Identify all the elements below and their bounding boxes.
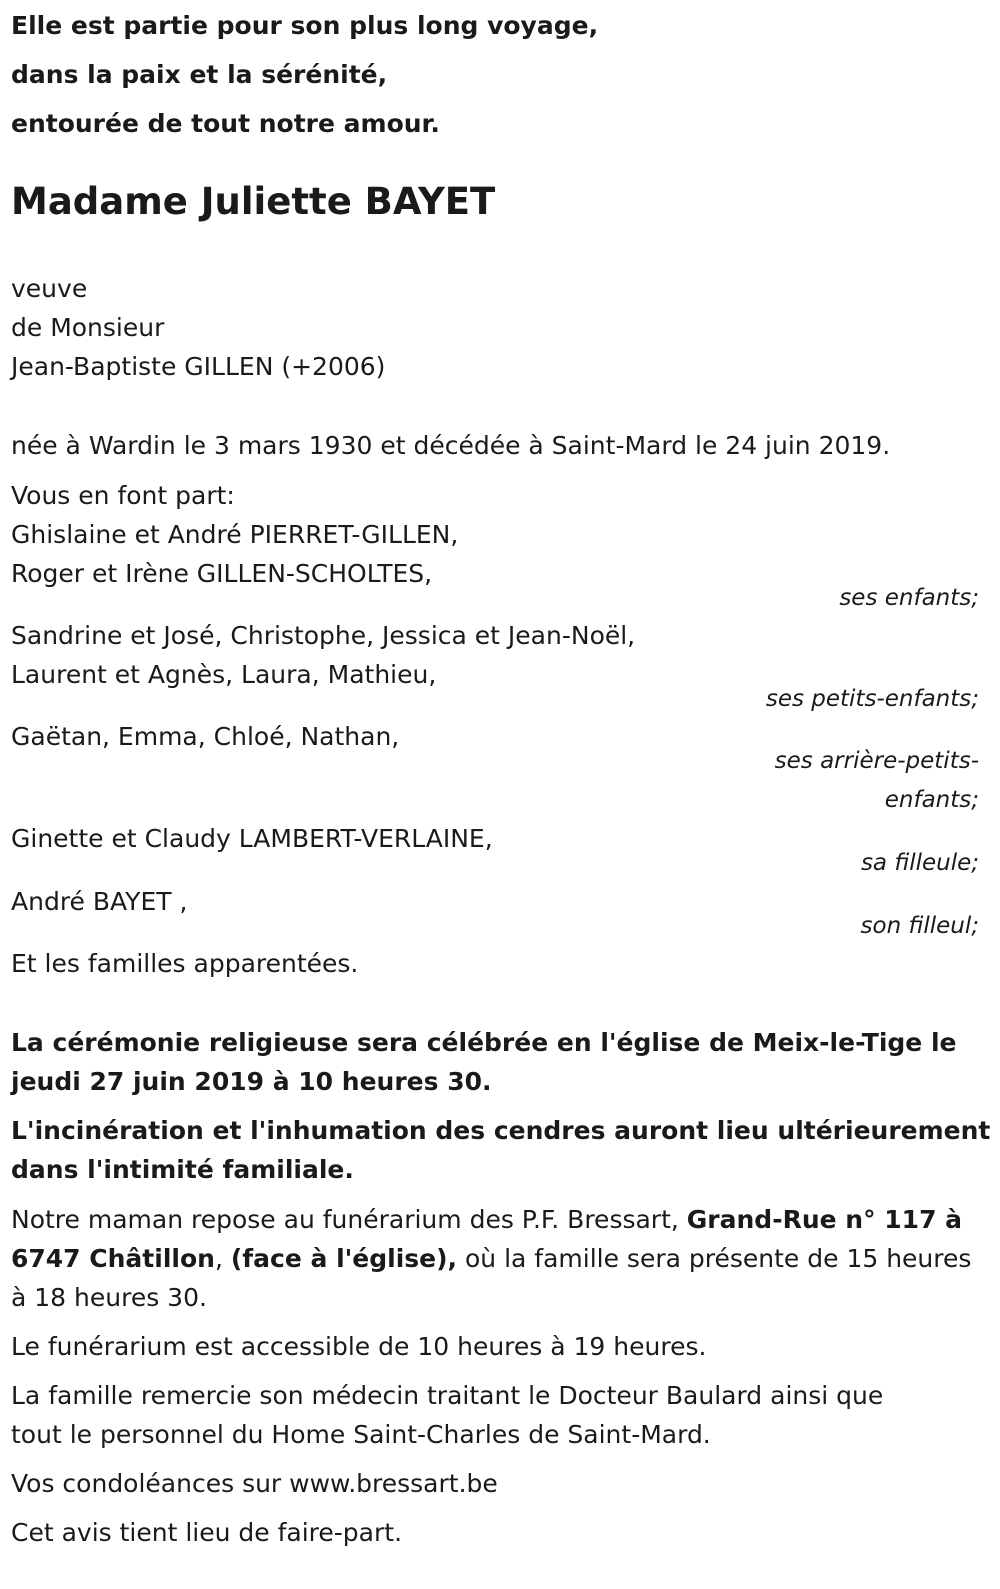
grandchildren-role: ses petits-enfants;: [765, 686, 979, 712]
birth-death-line: née à Wardin le 3 mars 1930 et décédée à Saint-Mard le 24 juin 2019.: [11, 431, 891, 460]
funerarium-line-2: [11, 1244, 971, 1274]
funerarium-comma: ,: [214, 1244, 231, 1273]
great-grandchildren-line: Gaëtan, Emma, Chloé, Nathan,: [11, 722, 400, 751]
funerarium-face-church: (face à l'église),: [230, 1244, 458, 1273]
condolences-line: Vos condoléances sur www.bressart.be: [11, 1469, 498, 1498]
grandchildren-line-1: Sandrine et José, Christophe, Jessica et Jean-Noël,: [11, 621, 636, 650]
children-line-1: Ghislaine et André PIERRET-GILLEN,: [11, 520, 459, 549]
great-grandchildren-role-1: ses arrière-petits-: [774, 748, 979, 774]
intro-line-2: dans la paix et la sérénité,: [11, 60, 388, 89]
funerarium-address-2: 6747 Châtillon: [11, 1244, 215, 1273]
cremation-line-2: dans l'intimité familiale.: [11, 1155, 354, 1184]
husband-name: Jean-Baptiste GILLEN (+2006): [11, 352, 386, 381]
funerarium-text-2: où la famille sera présente de 15 heures: [457, 1244, 972, 1273]
intro-line-3: entourée de tout notre amour.: [11, 109, 440, 138]
cremation-line-1: L'incinération et l'inhumation des cendres auront lieu ultérieurement: [11, 1116, 991, 1145]
family-intro: Vous en font part:: [11, 481, 235, 510]
husband-prefix: de Monsieur: [11, 313, 165, 342]
intro-line-1: Elle est partie pour son plus long voyage,: [11, 11, 599, 40]
ceremony-line-2: jeudi 27 juin 2019 à 10 heures 30.: [11, 1067, 492, 1096]
notice-line: Cet avis tient lieu de faire-part.: [11, 1518, 403, 1547]
funerarium-hours: Le funérarium est accessible de 10 heures à 19 heures.: [11, 1332, 707, 1361]
thanks-line-2: tout le personnel du Home Saint-Charles de Saint-Mard.: [11, 1420, 711, 1449]
godson-role: son filleul;: [860, 913, 979, 939]
great-grandchildren-role-2: enfants;: [884, 787, 979, 813]
funerarium-line-1: [11, 1205, 962, 1235]
related-families: Et les familles apparentées.: [11, 949, 359, 978]
thanks-line-1: La famille remercie son médecin traitant le Docteur Baulard ainsi que: [11, 1381, 884, 1410]
funerarium-line-3: à 18 heures 30.: [11, 1283, 207, 1312]
funerarium-text-1: Notre maman repose au funérarium des P.F. Bressart,: [11, 1205, 687, 1234]
ceremony-line-1: La cérémonie religieuse sera célébrée en l'église de Meix-le-Tige le: [11, 1028, 957, 1057]
godson-line: André BAYET ,: [11, 887, 188, 916]
grandchildren-line-2: Laurent et Agnès, Laura, Mathieu,: [11, 660, 437, 689]
children-role: ses enfants;: [839, 585, 979, 611]
children-line-2: Roger et Irène GILLEN-SCHOLTES,: [11, 559, 433, 588]
goddaughter-line: Ginette et Claudy LAMBERT-VERLAINE,: [11, 824, 493, 853]
goddaughter-role: sa filleule;: [860, 850, 979, 876]
funerarium-address-1: Grand-Rue n° 117 à: [686, 1205, 963, 1234]
widow-label: veuve: [11, 274, 88, 303]
deceased-name: Madame Juliette BAYET: [11, 180, 496, 223]
